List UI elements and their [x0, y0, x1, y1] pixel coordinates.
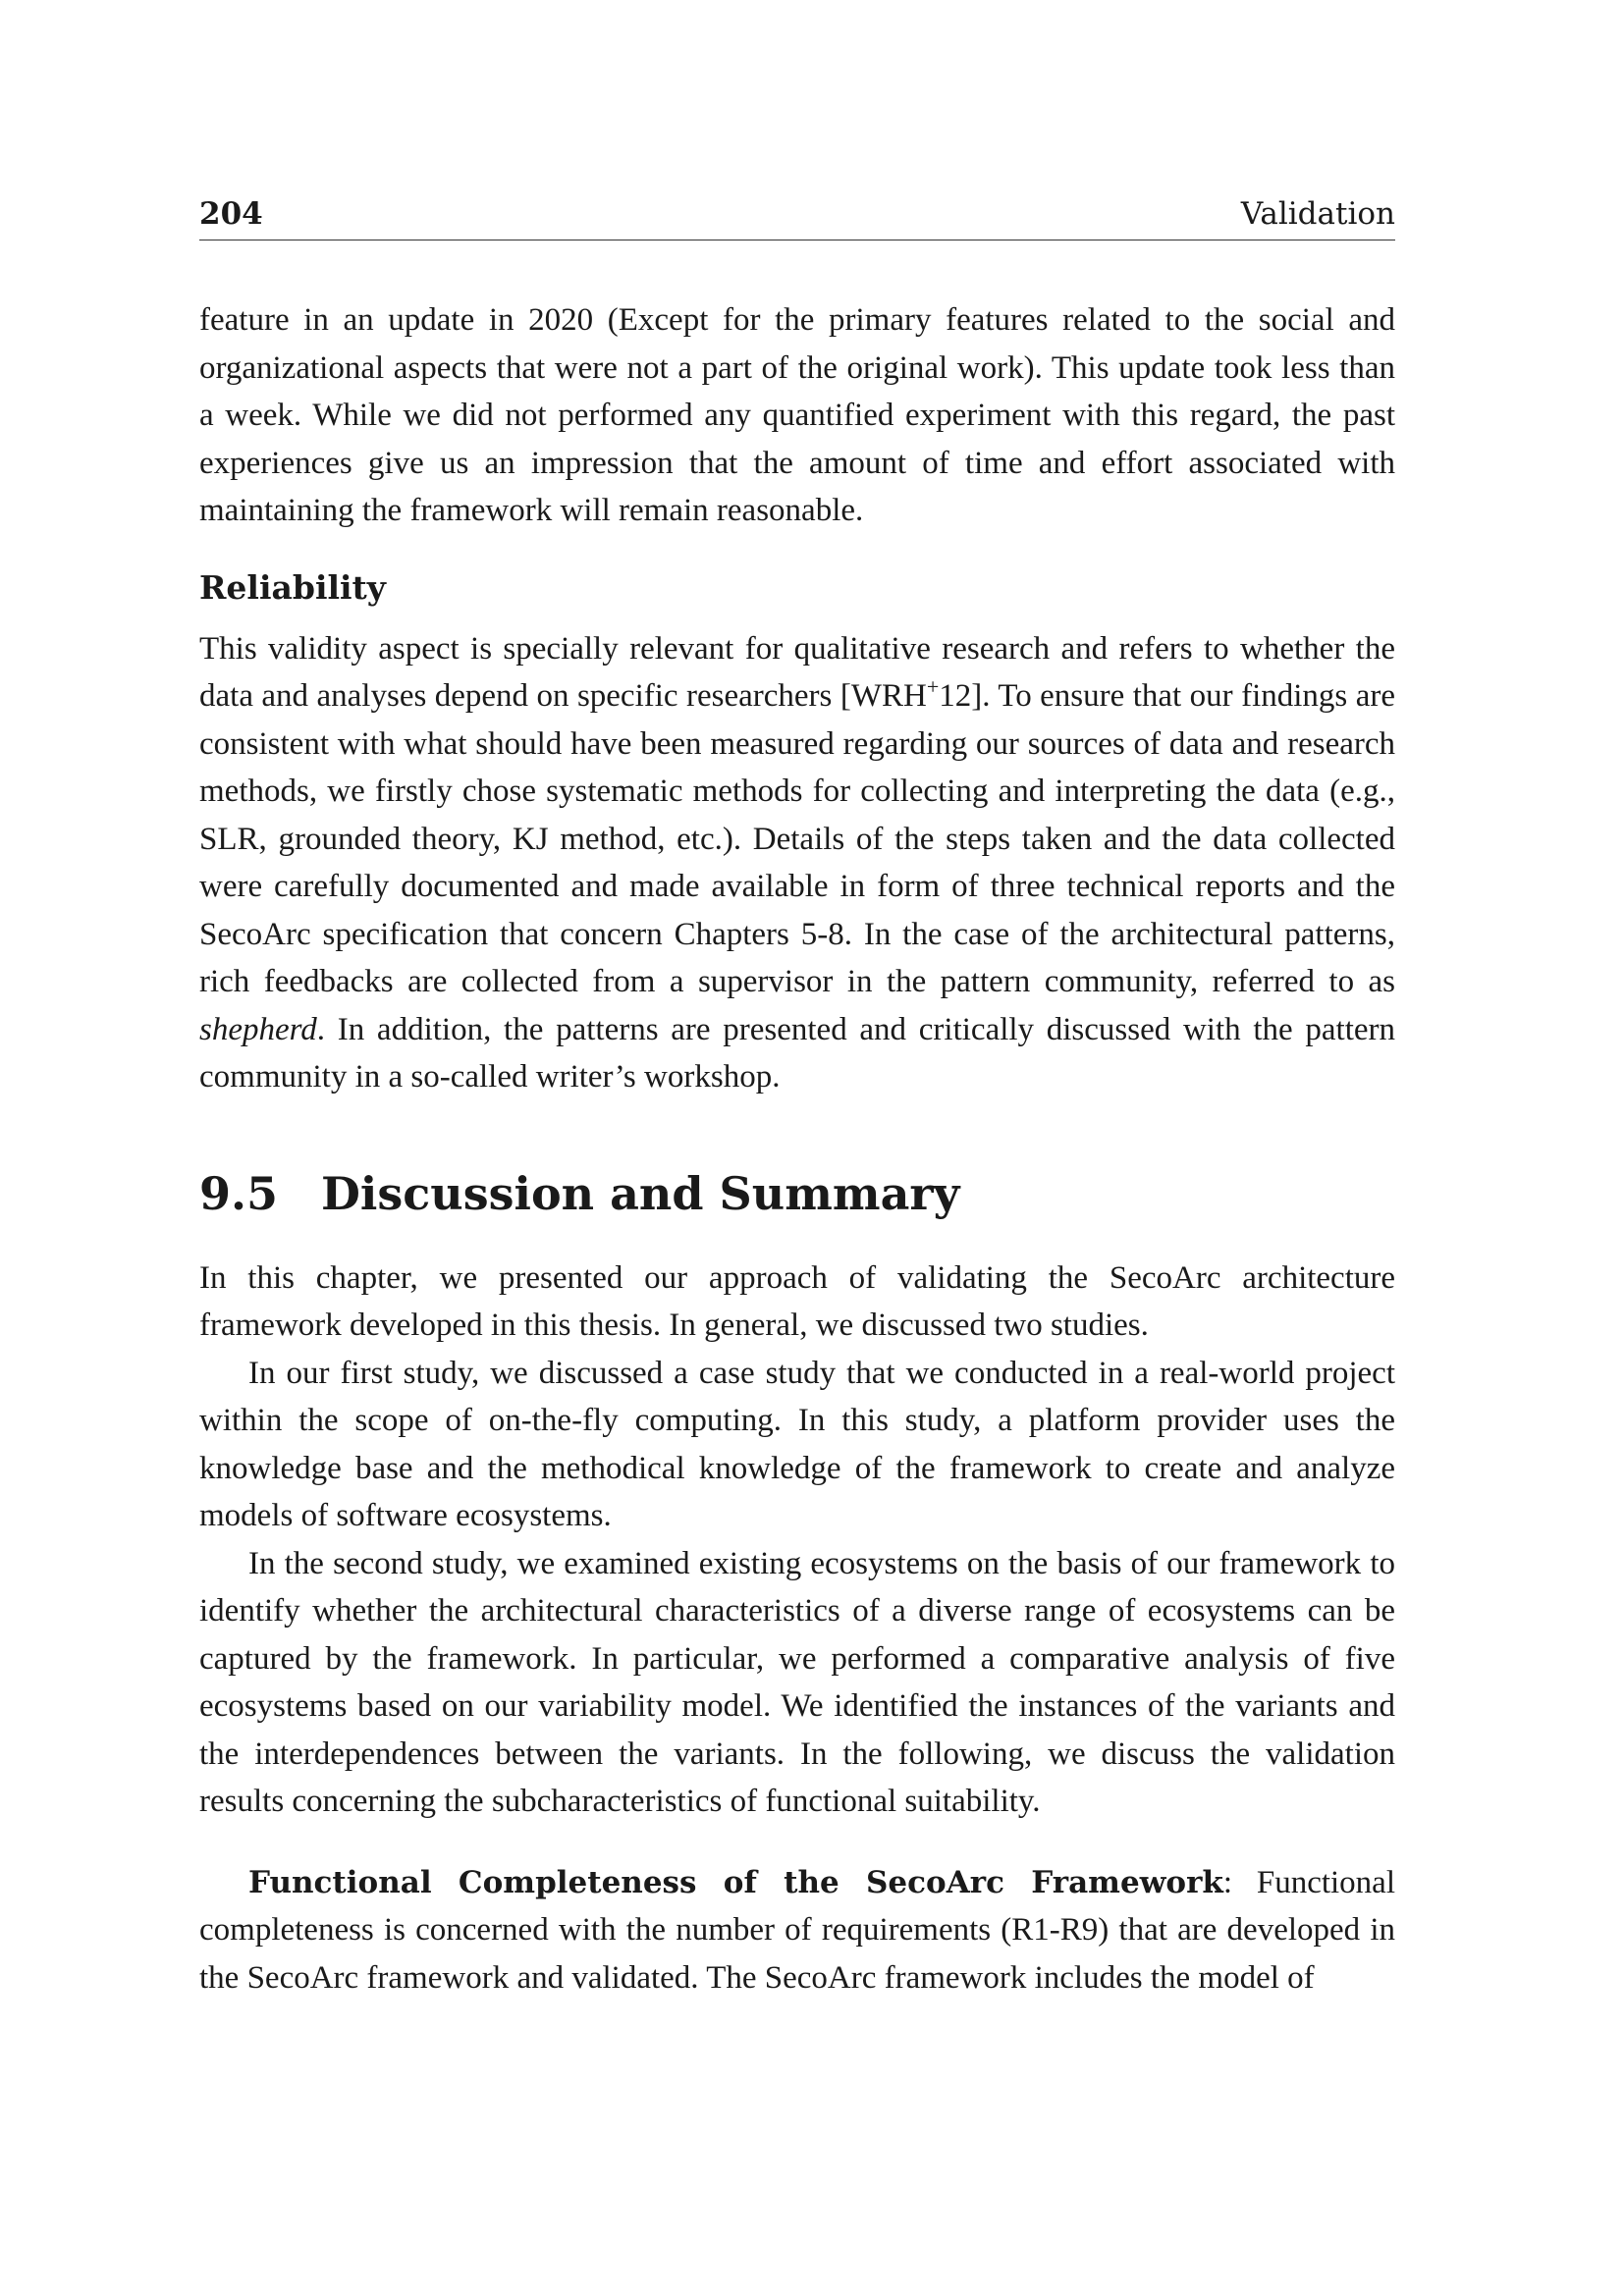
summary-paragraph-1: In this chapter, we presented our approach of validating the SecoArc architecture framework developed in this thesis. In general, we discussed two studies. [199, 1259, 1395, 1343]
page-number: 204 [199, 196, 263, 232]
section-title: Discussion and Summary [321, 1166, 960, 1220]
completeness-label: Functional Completeness of the SecoArc Framework [248, 1864, 1223, 1900]
section-heading [199, 1166, 1395, 1221]
body-text [199, 296, 1395, 2002]
summary-paragraph-3: In the second study, we examined existing ecosystems on the basis of our framework to identify whether the architectural characteristics of a diverse range of ecosystems can be captured by the framework. In particular, we performed a comparative analysis of five ecosystems based on our variability model. We identified the instances of the variants and the interdependences between the variants. In the following, we discuss the validation results concerning the subcharacteristics of functional suitability. [199, 1545, 1395, 1819]
reliability-paragraph [199, 625, 1395, 1101]
completeness-text: : Functional completeness is concerned with the number of requirements (R1-R9) that are developed in the SecoArc framework and validated. The SecoArc framework includes the model of [199, 1864, 1396, 1996]
reliability-text-2: 12]. To ensure that our findings are consistent with what should have been measured regarding our sources of data and research methods, we firstly chose systematic methods for collecting and interpreting the data (e.g., SLR, grounded theory, KJ method, etc.). Details of the steps taken and the data collected were carefully documented and made available in form of three technical reports and the SecoArc specification that concern Chapters 5-8. In the case of the architectural patterns, rich feedbacks are collected from a supervisor in the pattern community, referred to as [199, 678, 1395, 999]
shepherd-term: shepherd [199, 1011, 317, 1047]
reliability-text-3: . In addition, the patterns are presented and critically discussed with the pattern community in a so-called writer’s workshop. [199, 1011, 1395, 1095]
summary-paragraph-2: In our first study, we discussed a case study that we conducted in a real-world project within the scope of on-the-fly computing. In this study, a platform provider uses the knowledge base and the methodical knowledge of the framework to create and analyze models of software ecosystems. [199, 1355, 1395, 1533]
intro-paragraph: feature in an update in 2020 (Except for the primary features related to the social and organizational aspects that were not a part of the original work). This update took less than a week. While we did not performed any quantified experiment with this regard, the past experiences give us an impression that the amount of time and effort associated with maintaining the framework will remain reasonable. [199, 302, 1395, 528]
chapter-title: Validation [1240, 196, 1395, 232]
section-number: 9.5 [199, 1166, 279, 1220]
completeness-paragraph [199, 1859, 1395, 2002]
citation-superscript: + [926, 674, 940, 699]
reliability-heading: Reliability [199, 567, 386, 607]
running-header [199, 196, 1395, 240]
reliability-text-1: This validity aspect is specially relevant for qualitative research and refers to whether the data and analyses depend on specific researchers [WRH [199, 630, 1395, 714]
